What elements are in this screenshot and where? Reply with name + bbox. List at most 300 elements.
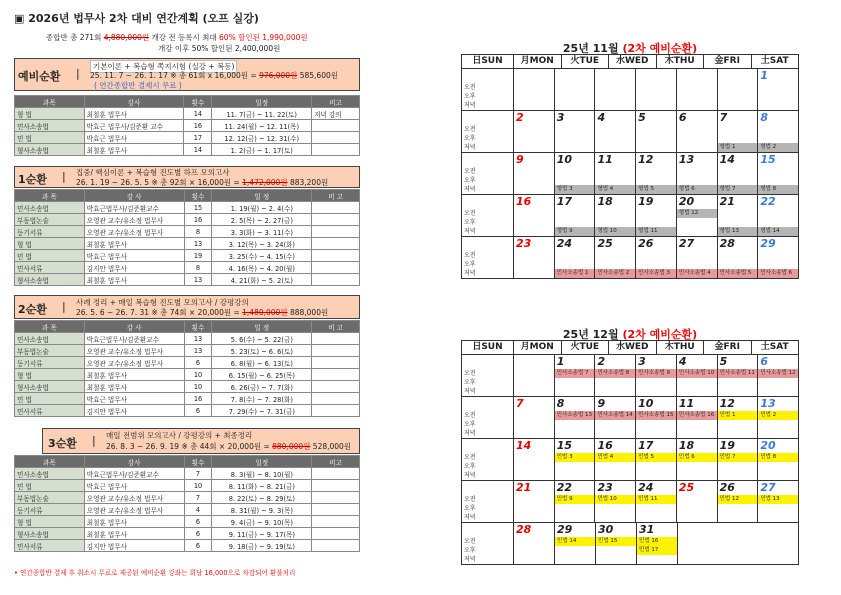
day-number: 5 [719,355,728,368]
day-number: 11 [678,397,695,410]
table-cell: 3. 25(수) ~ 4. 15(수) [212,250,312,262]
time-slot-label: 오후 [464,219,476,226]
calendar-day [555,237,596,278]
table-cell: 10 [184,381,212,393]
empty-slot [758,387,798,396]
calendar-day [514,355,555,396]
empty-slot [555,251,595,260]
day-number: 17 [638,439,654,452]
empty-slot [758,471,798,480]
day-number: 21 [719,195,735,208]
column-header: 비 고 [312,321,360,333]
calendar-day [595,153,636,194]
time-slot-label: 오전 [464,412,476,419]
empty-slot [514,495,554,504]
empty-slot [718,387,758,396]
empty-slot [758,429,798,438]
empty-slot [595,504,635,513]
column-header: 과목 [15,96,85,108]
lecture-tag: 민법 17 [637,546,677,555]
lecture-tag: 형법 10 [595,227,635,236]
calendar-day [595,439,636,480]
empty-slot [514,420,554,429]
calendar-day [758,237,798,278]
calendar-day [758,523,798,564]
empty-slot [636,167,676,176]
empty-slot [718,125,758,134]
table-cell: 박효근 법무사 [84,250,184,262]
calendar-weekday-header [461,54,799,69]
calendar-day [555,355,596,396]
day-number: 29 [760,237,776,250]
day-number: 16 [597,439,613,452]
empty-slot [595,134,635,143]
table-cell: 부동법논술 [15,492,85,504]
empty-slot [555,504,595,513]
empty-slot [595,462,635,471]
table-row [15,516,360,528]
column-header: 횟수 [184,321,212,333]
table-cell: 민사서류 [15,405,85,417]
table-row [15,405,360,417]
empty-slot [636,125,676,134]
empty-slot [677,513,717,522]
table-row [15,504,360,516]
table-cell: 9. 4(금) ~ 9. 10(목) [212,516,312,528]
day-number: 12 [719,397,735,410]
table-cell [312,238,360,250]
calendar-day [514,481,555,522]
table-cell [312,144,360,156]
cycle1-desc: 집중/ 핵심이론 + 복습형 진도별 하프 모의고사 [76,168,230,177]
cycle3-header [42,428,360,454]
lecture-tag: 형법 6 [677,185,717,194]
calendar-day [555,69,596,110]
cycle3-price-original: 880,000원 [272,442,311,451]
day-number: 20 [678,195,695,208]
day-number: 18 [678,439,695,452]
empty-slot [636,176,676,185]
empty-slot [758,513,798,522]
empty-slot [718,167,758,176]
table-cell: 박효근 법무사 [84,480,184,492]
empty-slot [595,176,635,185]
table-cell: 박효근법무사/김준환교수 [84,333,184,345]
table-cell [312,504,360,516]
empty-slot [596,546,636,555]
empty-slot [595,143,635,152]
lecture-tag: 형법 4 [595,185,635,194]
calendar-day [718,153,759,194]
empty-slot [514,453,554,462]
time-slot-spacer [462,195,513,209]
day-number: 16 [516,195,532,208]
day-number: 4 [597,111,606,124]
day-number: 20 [760,439,776,452]
table-cell: 4. 21(화) ~ 5. 2(토) [212,274,312,286]
day-number [514,69,554,83]
empty-slot [758,167,798,176]
column-header: 횟수 [184,96,212,108]
calendar-month: 25년 12월 [562,328,619,341]
lecture-tag: 형법 12 [677,209,717,218]
empty-slot [514,83,554,92]
day-number: 28 [719,237,735,250]
calendar-phase: (2차 예비순환) [622,42,698,55]
empty-slot [758,504,798,513]
empty-slot [758,209,798,218]
table-cell: 19 [184,250,212,262]
empty-slot [636,134,676,143]
table-cell: 13 [184,274,212,286]
table-cell [312,540,360,552]
table-cell: 박효근법무사/김준환교수 [84,202,184,214]
table-cell: 16 [184,120,212,132]
weekday-sun: 日SUN [462,341,514,354]
calendar-week [461,481,799,523]
empty-slot [555,92,595,101]
table-cell [312,226,360,238]
table-cell: 박효근 법무사/김준환 교수 [84,120,184,132]
empty-slot [636,429,676,438]
calendar-day [677,237,718,278]
table-cell [312,120,360,132]
calendar-day [514,69,555,110]
calendar-day [514,111,555,152]
empty-slot [636,260,676,269]
calendar-day [596,523,637,564]
prep-divider: | [76,67,80,80]
table-cell [312,468,360,480]
table-row [15,345,360,357]
table-cell: 16 [184,214,212,226]
calendar-day [555,439,596,480]
time-slot-label: 오후 [464,177,476,184]
time-slot-label: 오후 [464,93,476,100]
time-slot-label: 저녁 [464,388,476,395]
calendar-day [595,111,636,152]
empty-slot [555,143,595,152]
day-number: 29 [557,523,573,536]
time-slot-label: 저녁 [464,270,476,277]
empty-slot [595,387,635,396]
empty-slot [677,260,717,269]
empty-slot [514,101,554,110]
calendar-day [718,195,759,236]
lecture-tag: 형법 13 [718,227,758,236]
empty-slot [514,537,554,546]
table-header-row [15,96,360,108]
weekday-label: 水WED [609,55,657,68]
cycle3-price-line [106,441,351,452]
day-number [758,523,798,537]
day-number: 17 [556,195,573,208]
empty-slot [555,387,595,396]
cycle1-name: 1순환 [18,173,47,186]
empty-slot [758,555,798,564]
empty-slot [718,92,758,101]
empty-slot [595,251,635,260]
table-cell [312,250,360,262]
lecture-tag: 민법 8 [758,453,798,462]
empty-slot [514,251,554,260]
table-cell: 4. 16(목) ~ 4. 20(월) [212,262,312,274]
table-cell: 9. 18(금) ~ 9. 19(토) [212,540,312,552]
table-cell: 민 법 [15,480,85,492]
cycle2-table [14,320,360,417]
empty-slot [636,218,676,227]
table-cell: 등기서류 [15,357,85,369]
calendar-day [758,111,798,152]
empty-slot [718,555,758,564]
calendar-day [555,397,596,438]
lecture-tag: 민사소송법 11 [718,369,758,378]
empty-slot [514,218,554,227]
prep-table [14,95,360,156]
column-header: 강 사 [84,190,184,202]
empty-slot [514,209,554,218]
day-number: 6 [678,111,687,124]
intro-line-1 [46,32,308,43]
empty-slot [718,218,758,227]
table-cell: 부동법논술 [15,345,85,357]
empty-slot [678,555,718,564]
calendar-day [555,153,596,194]
lecture-tag: 민사소송법 15 [636,411,676,420]
empty-slot [677,143,717,152]
empty-slot [677,378,717,387]
table-cell: 형사소송법 [15,381,85,393]
calendar-day [718,439,759,480]
table-cell: 민사서류 [15,262,85,274]
cycle3-desc: 매일 전범위 모의고사 / 강평강의 + 최종정리 [106,431,253,440]
table-cell: 2. 5(목) ~ 2. 27(금) [212,214,312,226]
empty-slot [677,218,717,227]
day-number: 18 [597,195,613,208]
empty-slot [758,83,798,92]
cycle2-price-final: 888,000원 [289,308,329,317]
empty-slot [677,227,717,236]
empty-slot [555,209,595,218]
day-number [677,69,717,83]
lecture-tag: 민법 6 [677,453,717,462]
prep-header [14,58,360,91]
empty-slot [718,513,758,522]
day-number: 28 [516,523,532,536]
empty-slot [636,143,676,152]
day-number [718,523,758,537]
weekday-label: 火TUE [562,341,610,354]
prep-desc: 기본이론 + 복습형 쪽지시험 (실강 + 복동) [90,60,237,73]
empty-slot [677,429,717,438]
weekday-label: 金FRI [704,341,752,354]
day-number: 24 [556,237,573,250]
calendar-day [718,481,759,522]
table-cell: 민사소송법 [15,468,85,480]
table-cell: 박효근 법무사 [84,393,184,405]
empty-slot [718,378,758,387]
time-slot-label: 오후 [464,421,476,428]
table-cell: 저녁 강의 [312,108,360,120]
lecture-tag: 민법 12 [718,495,758,504]
weekday-label: 水WED [609,341,657,354]
table-cell: 오영관 교수/유소정 법무사 [84,504,184,516]
day-number: 9 [516,153,524,166]
table-cell: 13 [184,333,212,345]
time-slot-spacer [462,523,513,537]
table-row [15,238,360,250]
table-cell [312,262,360,274]
lecture-tag: 민사소송법 7 [555,369,595,378]
table-cell [312,202,360,214]
table-cell: 14 [184,108,212,120]
table-cell: 민 법 [15,250,85,262]
empty-slot [677,471,717,480]
day-number: 8 [556,397,565,410]
empty-slot [555,218,595,227]
table-row [15,468,360,480]
empty-slot [555,420,595,429]
empty-slot [514,260,554,269]
lecture-tag: 형법 2 [758,143,798,152]
table-row [15,144,360,156]
time-slot-label: 오전 [464,538,476,545]
time-slot-spacer [462,397,513,411]
calendar-week [461,153,799,195]
calendar-day [555,523,596,564]
empty-slot [555,83,595,92]
calendar-day [514,439,555,480]
day-number: 23 [516,237,532,250]
empty-slot [718,101,758,110]
cycle1-divider: | [62,170,66,183]
cycle3-name: 3순환 [48,437,77,450]
calendar-day [514,523,555,564]
lecture-tag: 민법 2 [758,411,798,420]
empty-slot [595,125,635,134]
calendar-day [718,69,759,110]
empty-slot [555,513,595,522]
day-number [678,523,718,537]
table-cell: 13 [184,238,212,250]
cycle2-price-text: 26. 5. 6 ~ 26. 7. 31 ※ 총 74회 × 20,000원 = [76,308,240,317]
empty-slot [636,420,676,429]
day-number [555,69,595,83]
lecture-tag: 형법 3 [555,185,595,194]
lecture-tag: 민사소송법 5 [718,269,758,278]
lecture-tag: 민법 4 [595,453,635,462]
column-header: 비고 [312,456,360,468]
calendar-day [636,355,677,396]
time-slot-spacer [462,439,513,453]
table-row [15,132,360,144]
empty-slot [637,555,677,564]
page-title: ▣ 2026년 법무사 2차 대비 연간계획 (오프 실강) [14,12,259,25]
table-cell: 김지안 법무사 [84,540,184,552]
footnote: • 연간종합반 결제 후 취소시 무료로 제공된 예비순환 강좌는 회당 16,000으로 차감되어 환불처리 [14,569,296,577]
table-row [15,393,360,405]
table-cell: 6. 26(금) ~ 7. 7(화) [212,381,312,393]
table-cell: 16 [184,393,212,405]
empty-slot [514,176,554,185]
lecture-tag: 민사소송법 6 [758,269,798,278]
day-number: 13 [760,397,776,410]
table-cell [312,369,360,381]
empty-slot [678,537,718,546]
empty-slot [595,429,635,438]
time-slot-label: 저녁 [464,472,476,479]
empty-slot [596,555,636,564]
day-number: 7 [719,111,728,124]
empty-slot [555,429,595,438]
calendar-day [677,439,718,480]
time-slot-spacer [462,153,513,167]
calendar-day [555,195,596,236]
day-number: 24 [638,481,654,494]
table-cell: 10 [184,369,212,381]
table-row [15,250,360,262]
empty-slot [595,101,635,110]
empty-slot [595,471,635,480]
lecture-tag: 민사소송법 10 [677,369,717,378]
table-row [15,120,360,132]
empty-slot [514,167,554,176]
day-number: 10 [638,397,654,410]
empty-slot [636,387,676,396]
table-cell: 김지안 법무사 [84,262,184,274]
lecture-tag: 형법 9 [555,227,595,236]
cycle3-price-final: 528,000원 [312,442,352,451]
cycle2-price-line [76,307,328,318]
empty-slot [595,92,635,101]
empty-slot [514,462,554,471]
table-cell [312,381,360,393]
day-number: 27 [760,481,776,494]
empty-slot [718,251,758,260]
time-slot-label: 저녁 [464,186,476,193]
empty-slot [636,504,676,513]
lecture-tag: 민사소송법 1 [555,269,595,278]
empty-slot [514,504,554,513]
intro-total: 종합반 총 271회 [46,33,102,42]
calendar-day [637,523,678,564]
calendar-day [555,481,596,522]
table-row [15,492,360,504]
table-cell: 8. 31(월) ~ 9. 3(목) [212,504,312,516]
time-slot-label: 오후 [464,135,476,142]
calendar-day [677,111,718,152]
table-cell: 김지안 법무사 [84,405,184,417]
table-cell: 등기서류 [15,504,85,516]
lecture-tag: 민사소송법 3 [636,269,676,278]
table-cell [312,492,360,504]
lecture-tag: 민사소송법 13 [555,411,595,420]
calendar-week [461,195,799,237]
column-header: 일정 [212,456,312,468]
empty-slot [514,134,554,143]
table-cell: 8. 22(토) ~ 8. 29(토) [212,492,312,504]
table-row [15,528,360,540]
calendar-day [718,237,759,278]
day-number: 25 [597,237,613,250]
lecture-tag: 민법 7 [718,453,758,462]
calendar-week [461,397,799,439]
empty-slot [514,92,554,101]
lecture-tag: 민법 15 [596,537,636,546]
empty-slot [718,420,758,429]
time-slot-label: 오전 [464,454,476,461]
empty-slot [758,546,798,555]
